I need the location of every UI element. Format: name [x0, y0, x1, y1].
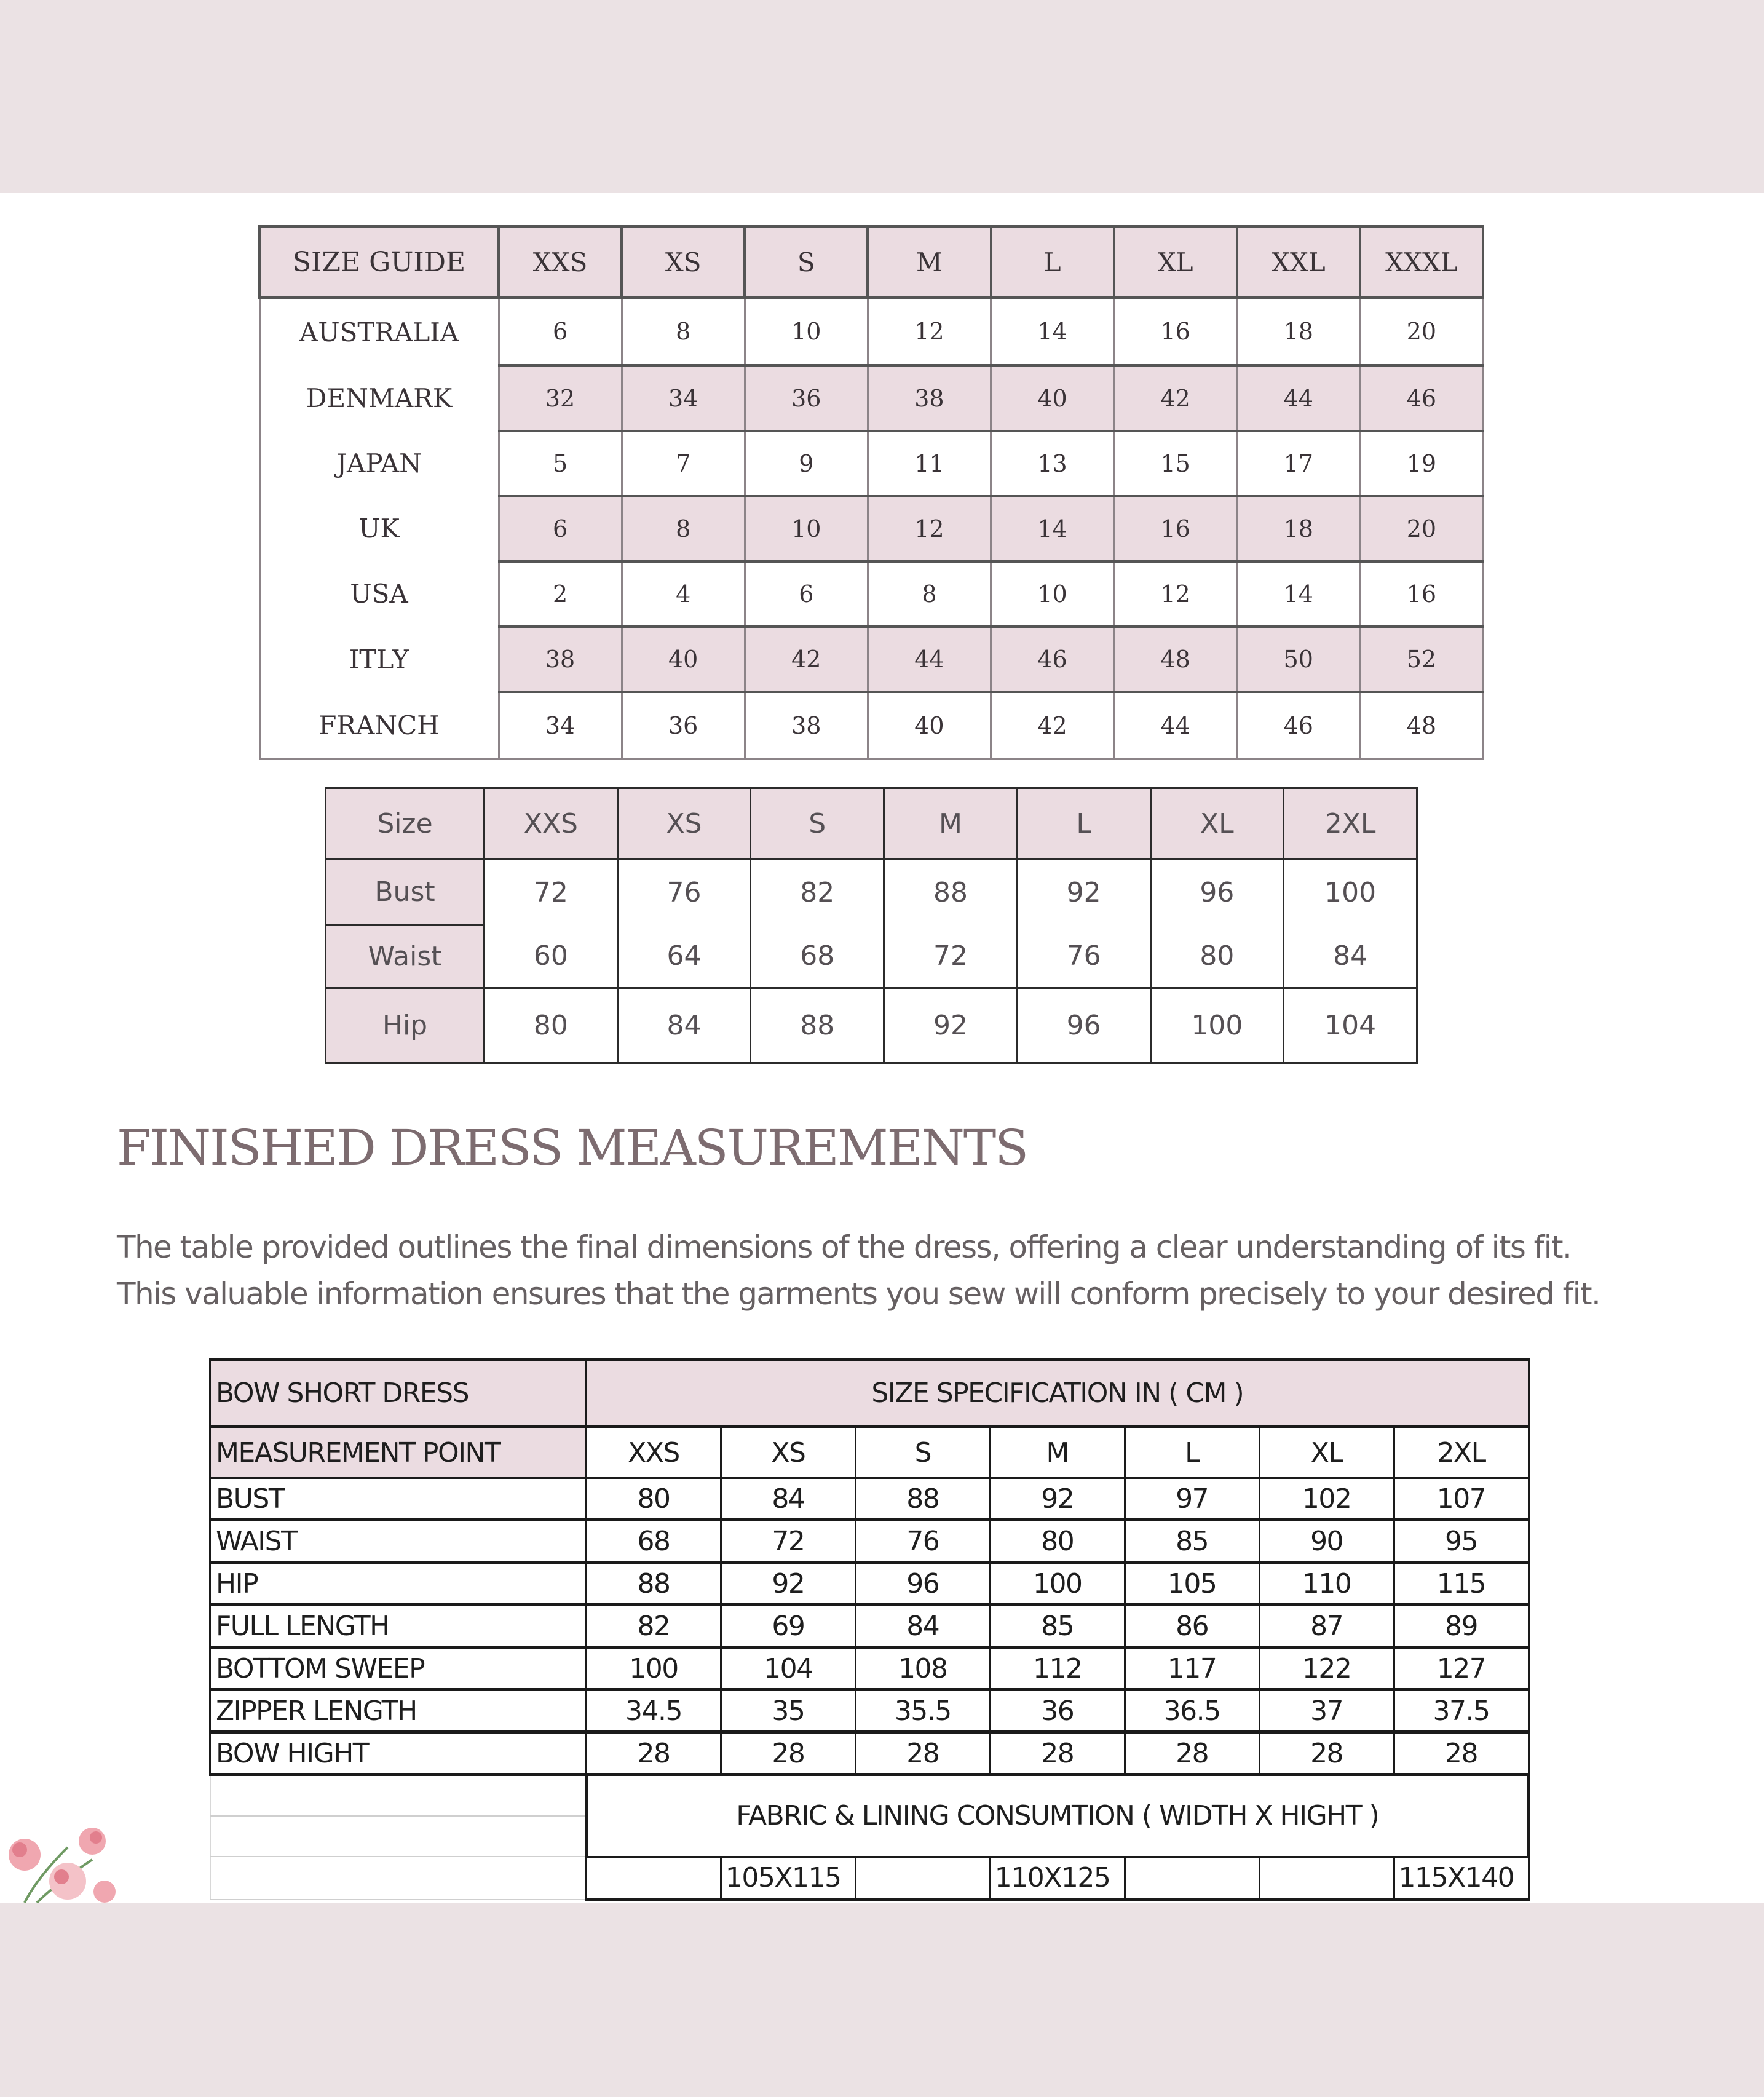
table-cell: 14 [991, 496, 1114, 561]
table-cell: 76 [617, 859, 751, 926]
table-cell: 68 [587, 1520, 721, 1563]
table-cell: 37 [1259, 1690, 1394, 1732]
table-cell: 72 [721, 1520, 855, 1563]
measurement-label: Hip [326, 988, 485, 1063]
country-label: UK [259, 496, 499, 561]
table-row [210, 1647, 1529, 1690]
table-cell: 72 [884, 925, 1018, 988]
size-header-cell: XXS [485, 788, 618, 859]
measurement-point-header: MEASUREMENT POINT [210, 1427, 587, 1478]
size-header-label: Size [326, 788, 485, 859]
table-cell: 36.5 [1125, 1690, 1259, 1732]
spec-title-row [210, 1360, 1529, 1427]
measurement-label: Bust [326, 859, 485, 926]
table-cell: 37.5 [1394, 1690, 1529, 1732]
table-cell: 89 [1394, 1605, 1529, 1647]
size-header-cell: M [868, 226, 991, 298]
table-cell: 20 [1360, 298, 1483, 365]
size-header-cell: XS [721, 1427, 855, 1478]
size-header-cell: L [991, 226, 1114, 298]
table-row [326, 988, 1417, 1063]
table-cell: 80 [1150, 925, 1284, 988]
table-cell: 32 [499, 365, 622, 430]
size-header-cell: 2XL [1284, 788, 1417, 859]
table-cell: 48 [1114, 627, 1237, 692]
table-cell: 92 [721, 1563, 855, 1605]
table-cell: 40 [622, 627, 745, 692]
table-row [259, 692, 1483, 759]
table-cell: 36 [622, 692, 745, 759]
size-header-cell: XXS [499, 226, 622, 298]
table-cell: 14 [1237, 561, 1360, 627]
size-header-cell: XL [1114, 226, 1237, 298]
table-row [259, 298, 1483, 365]
description-line: The table provided outlines the final dimensions of the dress, offering a clear understanding of its fit. [117, 1229, 1572, 1265]
table-cell: 38 [868, 365, 991, 430]
table-cell: 100 [990, 1563, 1125, 1605]
size-header-cell: XXXL [1360, 226, 1483, 298]
table-cell: 112 [990, 1647, 1125, 1690]
table-cell: 60 [485, 925, 618, 988]
table-cell: 48 [1360, 692, 1483, 759]
consumption-header-row [210, 1775, 1529, 1817]
table-cell: 117 [1125, 1647, 1259, 1690]
table-cell: 88 [587, 1563, 721, 1605]
table-cell: 28 [1259, 1732, 1394, 1775]
body-measurements-header-row [326, 788, 1417, 859]
size-header-cell: L [1125, 1427, 1259, 1478]
table-cell: 17 [1237, 431, 1360, 496]
table-cell: 12 [868, 496, 991, 561]
table-cell: 96 [855, 1563, 990, 1605]
size-guide-header-row [259, 226, 1483, 298]
table-cell: 46 [1237, 692, 1360, 759]
table-cell: 15 [1114, 431, 1237, 496]
table-cell: 107 [1394, 1478, 1529, 1520]
table-cell: 34.5 [587, 1690, 721, 1732]
table-cell: 100 [587, 1647, 721, 1690]
table-cell: 92 [1017, 859, 1150, 926]
table-cell: 35 [721, 1690, 855, 1732]
table-cell: 38 [745, 692, 868, 759]
table-row [210, 1732, 1529, 1775]
country-label: FRANCH [259, 692, 499, 759]
table-row [259, 365, 1483, 430]
section-title: FINISHED DRESS MEASUREMENTS [117, 1119, 1028, 1176]
description-line: This valuable information ensures that the garments you sew will conform precisely to your desired fit. [117, 1276, 1600, 1312]
table-cell: 40 [991, 365, 1114, 430]
table-cell: 69 [721, 1605, 855, 1647]
consumption-header: FABRIC & LINING CONSUMTION ( WIDTH X HIGHT ) [587, 1775, 1529, 1857]
table-cell: 36 [745, 365, 868, 430]
table-cell: 100 [1150, 988, 1284, 1063]
table-row [259, 496, 1483, 561]
country-label: AUSTRALIA [259, 298, 499, 365]
table-cell: 42 [1114, 365, 1237, 430]
table-row [259, 561, 1483, 627]
consumption-cell [587, 1857, 721, 1900]
table-cell: 105 [1125, 1563, 1259, 1605]
table-cell: 44 [1237, 365, 1360, 430]
table-cell: 28 [587, 1732, 721, 1775]
table-cell: 80 [485, 988, 618, 1063]
consumption-values-row [210, 1857, 1529, 1900]
table-cell: 6 [499, 496, 622, 561]
table-cell: 122 [1259, 1647, 1394, 1690]
consumption-cell: 115X140 [1394, 1857, 1529, 1900]
country-label: USA [259, 561, 499, 627]
table-cell: 19 [1360, 431, 1483, 496]
table-cell: 85 [990, 1605, 1125, 1647]
table-cell: 68 [751, 925, 884, 988]
table-cell: 90 [1259, 1520, 1394, 1563]
table-cell: 97 [1125, 1478, 1259, 1520]
size-header-cell: L [1017, 788, 1150, 859]
table-cell: 8 [622, 496, 745, 561]
table-cell: 36 [990, 1690, 1125, 1732]
measurement-label: Waist [326, 925, 485, 988]
consumption-cell [1125, 1857, 1259, 1900]
table-cell: 110 [1259, 1563, 1394, 1605]
table-cell: 16 [1114, 496, 1237, 561]
table-row [210, 1605, 1529, 1647]
table-row [259, 431, 1483, 496]
table-cell: 18 [1237, 298, 1360, 365]
size-header-cell: XL [1259, 1427, 1394, 1478]
size-header-cell: S [751, 788, 884, 859]
table-cell: 50 [1237, 627, 1360, 692]
international-size-guide-table [258, 225, 1484, 760]
table-cell: 12 [1114, 561, 1237, 627]
table-cell: 115 [1394, 1563, 1529, 1605]
table-cell: 9 [745, 431, 868, 496]
size-header-cell: M [990, 1427, 1125, 1478]
table-cell: 4 [622, 561, 745, 627]
size-guide-header-label: SIZE GUIDE [259, 226, 499, 298]
table-cell: 20 [1360, 496, 1483, 561]
spec-size-row [210, 1427, 1529, 1478]
table-row [210, 1690, 1529, 1732]
flower-bouquet-icon [0, 1823, 123, 1903]
table-cell: 28 [990, 1732, 1125, 1775]
measurement-point-label: BOW HIGHT [210, 1732, 587, 1775]
table-cell: 104 [721, 1647, 855, 1690]
table-cell: 88 [884, 859, 1018, 926]
table-cell: 10 [745, 496, 868, 561]
country-label: DENMARK [259, 365, 499, 430]
table-cell: 95 [1394, 1520, 1529, 1563]
table-cell: 76 [855, 1520, 990, 1563]
table-cell: 80 [990, 1520, 1125, 1563]
table-cell: 88 [751, 988, 884, 1063]
table-cell: 84 [1284, 925, 1417, 988]
table-cell: 40 [868, 692, 991, 759]
table-cell: 16 [1360, 561, 1483, 627]
size-header-cell: XS [622, 226, 745, 298]
table-cell: 96 [1017, 988, 1150, 1063]
table-cell: 86 [1125, 1605, 1259, 1647]
table-cell: 5 [499, 431, 622, 496]
measurement-point-label: WAIST [210, 1520, 587, 1563]
measurement-point-label: ZIPPER LENGTH [210, 1690, 587, 1732]
table-cell: 11 [868, 431, 991, 496]
table-cell: 88 [855, 1478, 990, 1520]
table-cell: 104 [1284, 988, 1417, 1063]
table-cell: 38 [499, 627, 622, 692]
consumption-cell: 105X115 [721, 1857, 855, 1900]
table-cell: 28 [1394, 1732, 1529, 1775]
size-header-cell: M [884, 788, 1018, 859]
size-header-cell: S [855, 1427, 990, 1478]
table-cell: 10 [745, 298, 868, 365]
empty-cell [210, 1775, 587, 1817]
measurement-point-label: FULL LENGTH [210, 1605, 587, 1647]
size-header-cell: S [745, 226, 868, 298]
table-cell: 64 [617, 925, 751, 988]
table-row [210, 1520, 1529, 1563]
table-row [210, 1478, 1529, 1520]
table-cell: 76 [1017, 925, 1150, 988]
product-name: BOW SHORT DRESS [210, 1360, 587, 1427]
table-cell: 84 [617, 988, 751, 1063]
table-cell: 35.5 [855, 1690, 990, 1732]
finished-dress-spec-table [209, 1358, 1530, 1901]
table-cell: 82 [587, 1605, 721, 1647]
table-cell: 84 [721, 1478, 855, 1520]
table-cell: 46 [991, 627, 1114, 692]
table-row [326, 859, 1417, 926]
spec-header: SIZE SPECIFICATION IN ( CM ) [587, 1360, 1529, 1427]
table-cell: 28 [1125, 1732, 1259, 1775]
table-cell: 100 [1284, 859, 1417, 926]
table-row [210, 1563, 1529, 1605]
section-description [117, 1224, 1728, 1317]
table-cell: 34 [622, 365, 745, 430]
consumption-cell [855, 1857, 990, 1900]
table-cell: 87 [1259, 1605, 1394, 1647]
consumption-cell: 110X125 [990, 1857, 1125, 1900]
table-cell: 46 [1360, 365, 1483, 430]
body-measurements-table [325, 787, 1418, 1064]
size-header-cell: XL [1150, 788, 1284, 859]
table-cell: 8 [868, 561, 991, 627]
table-cell: 6 [745, 561, 868, 627]
table-cell: 8 [622, 298, 745, 365]
table-cell: 52 [1360, 627, 1483, 692]
table-cell: 16 [1114, 298, 1237, 365]
size-header-cell: XXL [1237, 226, 1360, 298]
measurement-point-label: BOTTOM SWEEP [210, 1647, 587, 1690]
table-cell: 108 [855, 1647, 990, 1690]
measurement-point-label: BUST [210, 1478, 587, 1520]
table-cell: 44 [1114, 692, 1237, 759]
consumption-cell [1259, 1857, 1394, 1900]
table-cell: 28 [721, 1732, 855, 1775]
table-cell: 102 [1259, 1478, 1394, 1520]
table-cell: 92 [990, 1478, 1125, 1520]
table-cell: 2 [499, 561, 622, 627]
table-cell: 85 [1125, 1520, 1259, 1563]
size-header-cell: XXS [587, 1427, 721, 1478]
table-cell: 13 [991, 431, 1114, 496]
table-cell: 84 [855, 1605, 990, 1647]
empty-cell [210, 1816, 587, 1857]
country-label: ITLY [259, 627, 499, 692]
table-cell: 72 [485, 859, 618, 926]
size-chart-page [0, 193, 1764, 1903]
table-cell: 28 [855, 1732, 990, 1775]
table-cell: 6 [499, 298, 622, 365]
table-cell: 18 [1237, 496, 1360, 561]
table-row [259, 627, 1483, 692]
table-cell: 42 [745, 627, 868, 692]
table-cell: 7 [622, 431, 745, 496]
table-row [326, 925, 1417, 988]
table-cell: 34 [499, 692, 622, 759]
measurement-point-label: HIP [210, 1563, 587, 1605]
empty-cell [210, 1857, 587, 1900]
table-cell: 10 [991, 561, 1114, 627]
table-cell: 92 [884, 988, 1018, 1063]
table-cell: 82 [751, 859, 884, 926]
table-cell: 96 [1150, 859, 1284, 926]
table-cell: 127 [1394, 1647, 1529, 1690]
size-header-cell: XS [617, 788, 751, 859]
size-header-cell: 2XL [1394, 1427, 1529, 1478]
table-cell: 80 [587, 1478, 721, 1520]
table-cell: 42 [991, 692, 1114, 759]
table-cell: 14 [991, 298, 1114, 365]
table-cell: 44 [868, 627, 991, 692]
country-label: JAPAN [259, 431, 499, 496]
table-cell: 12 [868, 298, 991, 365]
